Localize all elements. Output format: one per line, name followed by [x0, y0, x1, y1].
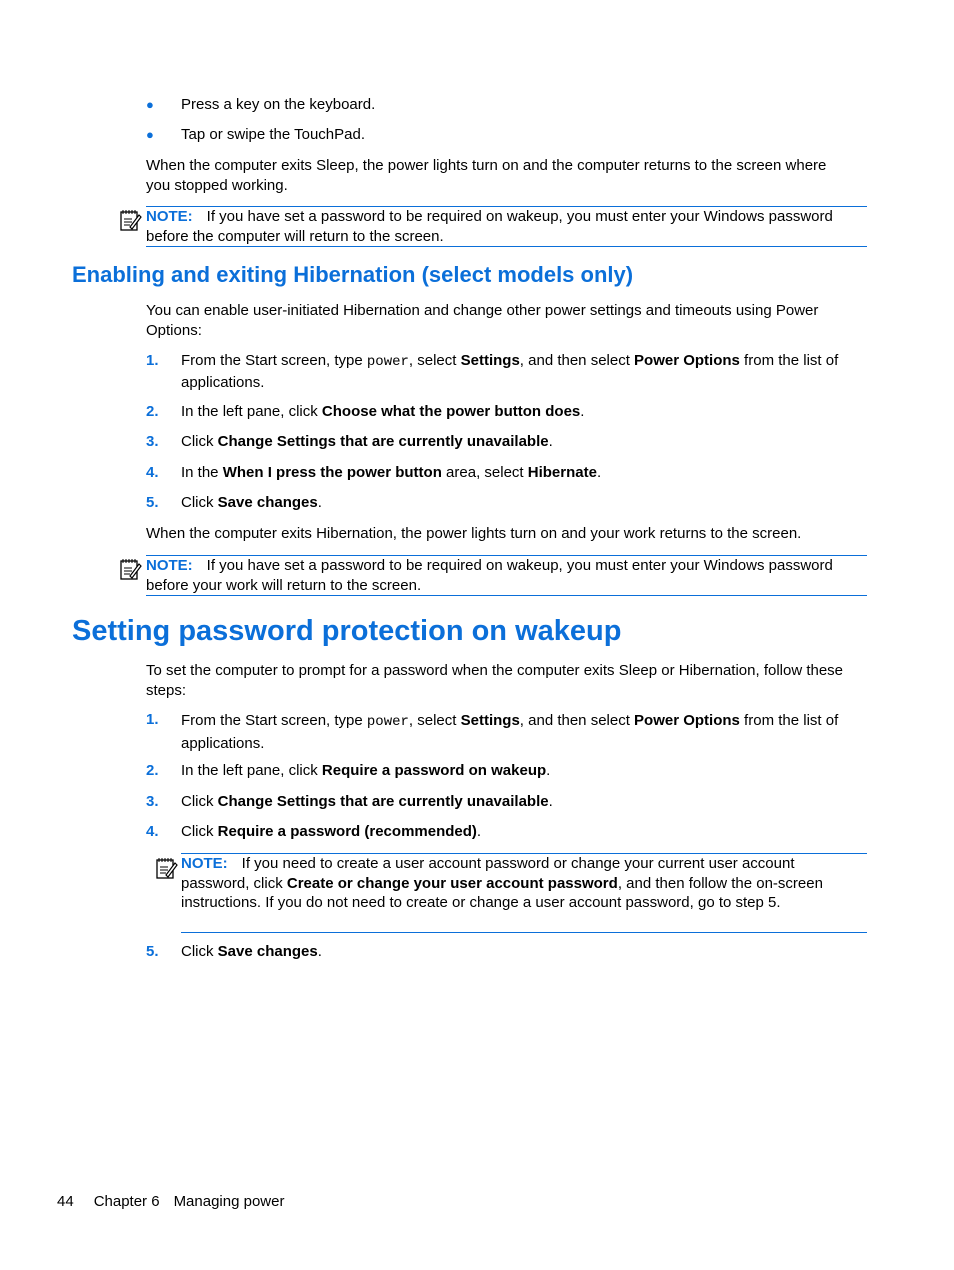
- step-text: In the When I press the power button area, select Hibernate.: [181, 464, 602, 481]
- note-label: NOTE:: [146, 208, 193, 225]
- password-heading: Setting password protection on wakeup: [72, 615, 622, 647]
- note-icon: [119, 557, 143, 581]
- note-box: [146, 555, 867, 596]
- note-box: [146, 206, 867, 247]
- code-power: power: [366, 354, 409, 370]
- step-number: 4.: [146, 464, 159, 481]
- note-label: NOTE:: [146, 557, 193, 574]
- step-text: In the left pane, click Require a password on wakeup.: [181, 762, 551, 779]
- hibernation-intro: You can enable user-initiated Hibernation and change other power settings and timeouts using Power Options:: [146, 302, 819, 339]
- note-icon: [119, 208, 143, 232]
- step-number: 2.: [146, 403, 159, 420]
- step-number: 3.: [146, 433, 159, 450]
- step-text: Click Change Settings that are currently unavailable.: [181, 433, 553, 450]
- step-text: From the Start screen, type power, select Settings, and then select Power Options from the list of applications.: [181, 712, 839, 752]
- step-text: In the left pane, click Choose what the power button does.: [181, 403, 585, 420]
- step-number: 4.: [146, 823, 159, 840]
- hibernation-exit-paragraph: When the computer exits Hibernation, the power lights turn on and your work returns to the screen.: [146, 525, 802, 542]
- note-text: NOTE: If you need to create a user account password or change your current user account password, click Create or change your user account password, and then follow the on-screen instructions. If you do not need to create or change a user account password, go to step 5.: [181, 855, 823, 911]
- bullet-item: Tap or swipe the TouchPad.: [181, 126, 366, 143]
- step-number: 1.: [146, 352, 159, 369]
- step-text: Click Save changes.: [181, 494, 322, 511]
- bullet-dot: ●: [146, 97, 154, 112]
- note-label: NOTE:: [181, 855, 228, 872]
- hibernation-heading: Enabling and exiting Hibernation (select models only): [72, 262, 634, 287]
- password-intro: To set the computer to prompt for a password when the computer exits Sleep or Hibernation, follow these steps:: [146, 662, 844, 699]
- page-number: 44: [57, 1193, 74, 1210]
- sleep-exit-paragraph: When the computer exits Sleep, the power lights turn on and the computer returns to the screen where you stopped working.: [146, 157, 827, 194]
- note-box: [181, 853, 867, 933]
- note-text: [146, 207, 866, 246]
- step-text: Click Save changes.: [181, 943, 322, 960]
- note-body: If you have set a password to be required on wakeup, you must enter your Windows password before the computer will return to the screen.: [146, 208, 833, 245]
- note-body: If you have set a password to be required on wakeup, you must enter your Windows password before your work will return to the screen.: [146, 557, 833, 594]
- chapter-title: Managing power: [173, 1193, 285, 1210]
- bullet-item: Press a key on the keyboard.: [181, 96, 376, 113]
- step-text: Click Change Settings that are currently unavailable.: [181, 793, 553, 810]
- code-power: power: [366, 714, 409, 730]
- step-text: From the Start screen, type power, select Settings, and then select Power Options from the list of applications.: [181, 352, 839, 391]
- step-number: 1.: [146, 711, 159, 728]
- page-footer: [57, 1192, 284, 1212]
- step-number: 2.: [146, 762, 159, 779]
- step-number: 3.: [146, 793, 159, 810]
- bullet-dot: ●: [146, 127, 154, 142]
- chapter-label: Chapter 6: [93, 1193, 160, 1210]
- note-text: [146, 556, 866, 595]
- note-icon: [155, 856, 179, 880]
- step-number: 5.: [146, 943, 159, 960]
- step-number: 5.: [146, 494, 159, 511]
- step-text: Click Require a password (recommended).: [181, 823, 482, 840]
